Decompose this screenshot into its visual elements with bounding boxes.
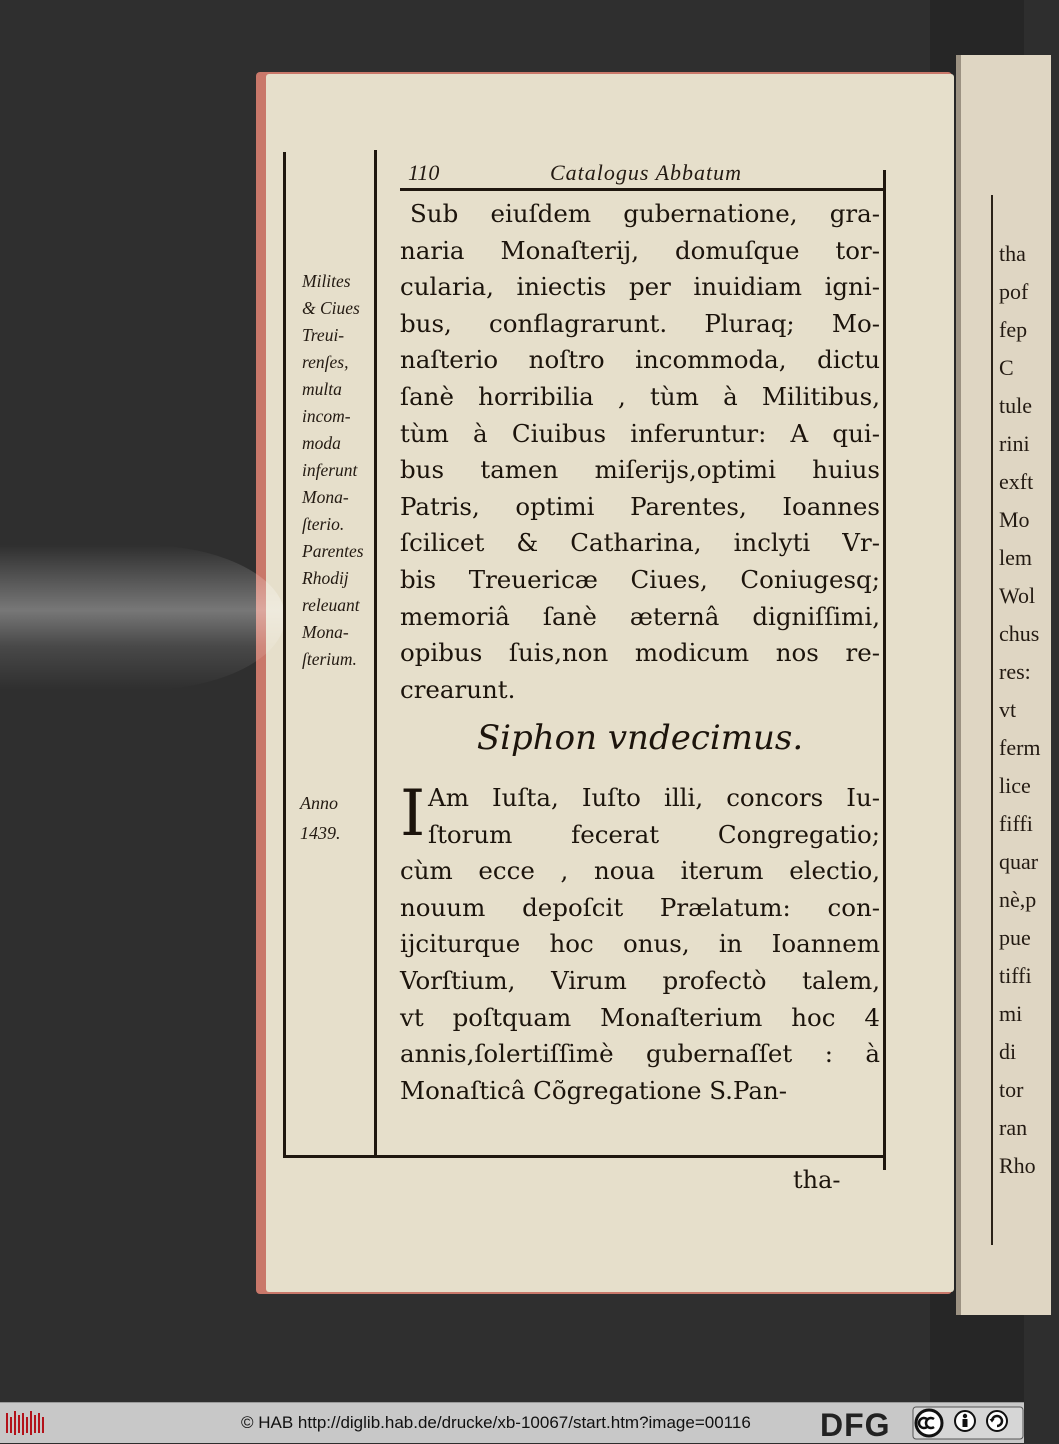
page-number: 110 [408,160,440,185]
margin-note-line: multa [302,379,342,399]
margin-note-line: 1439. [300,823,341,843]
text-right-rule [883,170,886,1170]
facing-fragment: tor [999,1077,1024,1102]
margin-note-line: ſterium. [302,649,357,669]
text-line: cularia, iniectis per inuidiam igni- [400,272,880,302]
text-line: naſterio noſtro incommoda, dictu [400,345,880,375]
margin-note-line: inferunt [302,460,358,480]
text-line: naria Monaſterij, domuſque tor- [400,235,880,265]
facing-fragment: fep [999,317,1028,342]
facing-fragment: chus [999,621,1040,646]
margin-note-line: releuant [302,595,360,615]
margin-note-militia [302,268,378,673]
facing-fragment: pof [999,279,1029,304]
head-rule [400,188,886,191]
text-line: opibus ſuis,non modicum nos re- [400,638,880,668]
text-line: tùm à Ciuibus inferuntur: A qui- [400,418,880,448]
text-line: annis,ſolertiſſimè gubernaſſet : à [400,1039,880,1069]
margin-note-line: ſterio. [302,514,345,534]
facing-fragment: res: [999,659,1031,684]
drop-cap: I [400,777,426,851]
sa-icon [987,1411,1007,1431]
copyright-link[interactable]: © HAB http://diglib.hab.de/drucke/xb-10067/start.htm?image=00116 [241,1413,751,1432]
text-line: Monaſticâ Cõgregatione S.Pan- [400,1075,788,1105]
section-heading: Siphon vndecimus. [476,718,804,758]
paragraph-2 [400,777,880,1109]
dfg-logo: DFG [820,1407,891,1443]
text-line: bus, conflagrarunt. Pluraq; Mo- [400,308,880,338]
margin-note-line: Rhodij [302,568,349,588]
margin-note-line: Mona- [302,622,349,642]
margin-note-line: Treui- [302,325,345,345]
text-line: Am Iuſta, Iuſto illi, concors Iu- [428,783,880,812]
margin-note-line: renſes, [302,352,349,372]
plastic-glare [0,545,285,690]
text-line: Vorſtium, Virum profectò talem, [400,965,880,995]
footer-bar [0,1402,1024,1443]
facing-fragment: ran [999,1115,1028,1140]
text-line: nouum depoſcit Prælatum: con- [400,892,880,922]
facing-fragment: exft [999,469,1034,494]
margin-note-line: incom- [302,406,351,426]
text-line: Sub eiuſdem gubernatione, gra- [410,199,880,228]
facing-column-rule [991,195,993,1245]
cc-by-sa-badge[interactable] [913,1407,1023,1439]
paragraph-1 [400,196,880,708]
facing-fragment: ferm [999,735,1041,760]
hab-barcode-icon [6,1411,46,1435]
facing-fragment: nè,p [999,887,1037,912]
facing-fragment: tule [999,393,1032,418]
foot-rule [283,1155,886,1158]
text-line: ſcilicet & Catharina, inclyti Vr- [400,528,880,558]
margin-note-line: Anno [300,793,338,813]
facing-fragment: mi [999,1001,1023,1026]
margin-note-line: Parentes [302,541,364,561]
facing-page-text [999,235,1059,1185]
facing-fragment: rini [999,431,1030,456]
margin-note-line: Milites [302,271,351,291]
cc-icon [916,1410,942,1436]
facing-fragment: C [999,355,1014,380]
by-icon [955,1411,975,1431]
text-line: bis Treuericæ Ciues, Coniugesq; [400,564,880,594]
facing-fragment: lem [999,545,1032,570]
facing-fragment: lice [999,773,1031,798]
facing-fragment: di [999,1039,1017,1064]
catchword: tha- [793,1166,841,1194]
outer-margin-rule [283,152,286,1157]
facing-fragment: tiffi [999,963,1032,988]
running-head [408,160,878,188]
facing-fragment: tha [999,241,1026,266]
text-line: vt poſtquam Monaſterium hoc 4 [400,1002,880,1032]
facing-fragment: quar [999,849,1039,874]
running-title: Catalogus Abbatum [550,160,743,185]
facing-fragment: pue [999,925,1031,950]
text-line: cùm ecce , noua iterum electio, [400,856,880,886]
facing-fragment: Wol [999,583,1036,608]
text-line: ſtorum fecerat Congregatio; [428,819,880,849]
facing-fragment: fiffi [999,811,1033,836]
text-line: bus tamen miſerijs,optimi huius [400,455,880,485]
margin-note-line: moda [302,433,341,453]
text-line: Patris, optimi Parentes, Ioannes [400,491,880,521]
margin-note-line: & Ciues [302,298,360,318]
facing-fragment: Rho [999,1153,1036,1178]
margin-note-year [300,788,376,848]
facing-page [956,55,1051,1315]
facing-fragment: vt [999,697,1017,722]
margin-note-line: Mona- [302,487,349,507]
text-line: ijciturque hoc onus, in Ioannem [400,929,880,959]
text-line: crearunt. [400,674,516,704]
text-line: ſanè horribilia , tùm à Militibus, [400,381,880,411]
facing-fragment: Mo [999,507,1030,532]
text-line: memoriâ ſanè æternâ digniſſimi, [400,601,880,631]
